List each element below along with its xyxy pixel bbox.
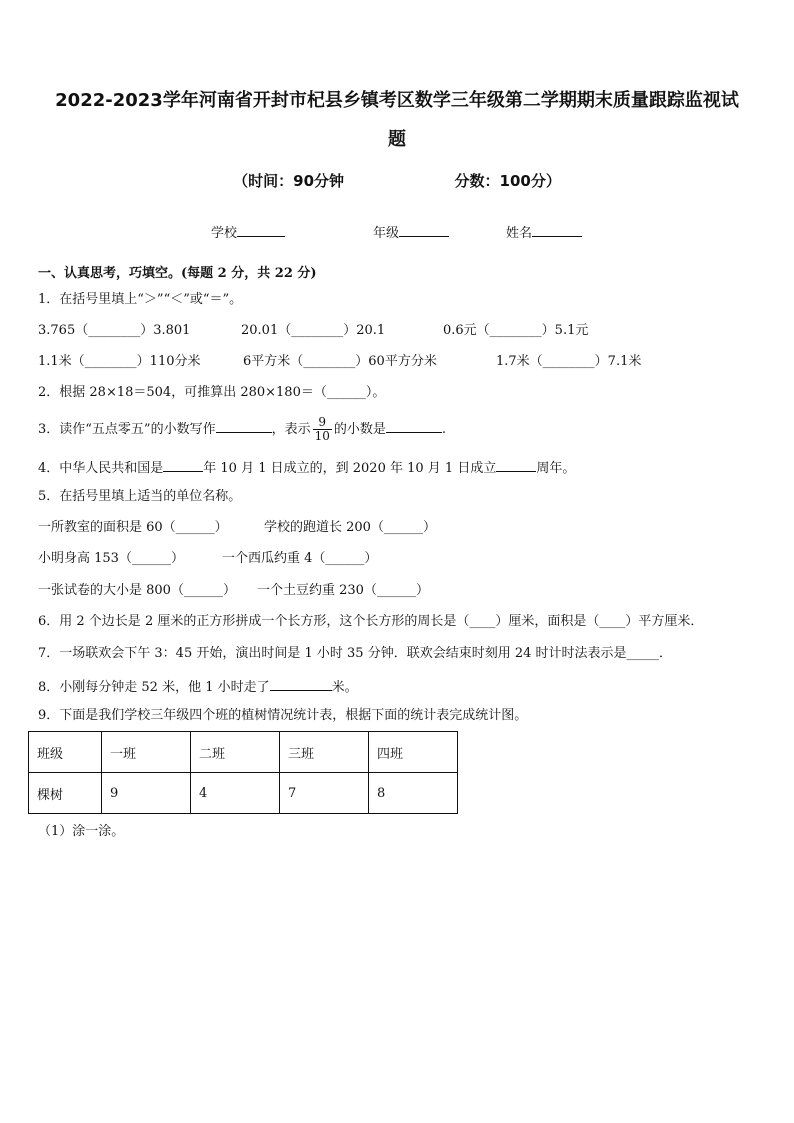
- table-cell: 9: [102, 773, 191, 814]
- school-label: 学校: [211, 226, 238, 241]
- table-cell: 一班: [102, 732, 191, 773]
- school-field[interactable]: [211, 222, 285, 241]
- fraction-numerator: 9: [313, 416, 332, 430]
- q4-blank-2[interactable]: [496, 457, 536, 472]
- q3-blank-2[interactable]: [386, 418, 442, 433]
- time-label: （时间：90分钟: [233, 172, 345, 190]
- q4-text: 4．中华人民共和国是: [38, 461, 164, 476]
- q8-text: 8．小刚每分钟走 52 米，他 1 小时走了: [38, 680, 270, 695]
- table-row: [29, 773, 458, 814]
- q1-item: 1.1米（________）110分米: [38, 354, 201, 369]
- q3-text: ，表示: [271, 422, 311, 437]
- exam-meta: [0, 170, 794, 191]
- q1-item: 0.6元（________）5.1元: [443, 323, 589, 338]
- q8-blank[interactable]: [270, 676, 332, 691]
- table-cell: 8: [369, 773, 458, 814]
- q8-text: 米。: [331, 680, 358, 695]
- q5-item: 一张试卷的大小是 800（______）: [38, 583, 236, 598]
- exam-title-line1: 2022-2023学年河南省开封市杞县乡镇考区数学三年级第二学期期末质量跟踪监视试: [55, 90, 739, 111]
- q7: 7．一场联欢会下午 3：45 开始，演出时间是 1 小时 35 分钟．联欢会结束时刻用 24 时计时法表示是_____．: [38, 646, 672, 661]
- q3-text: .: [441, 422, 447, 437]
- q8: [38, 676, 358, 697]
- q4: [38, 457, 575, 478]
- q1-item: 20.01（________）20.1: [241, 323, 386, 338]
- table-cell: 4: [191, 773, 280, 814]
- table-header-row: [29, 732, 458, 773]
- exam-title-line2: 题: [388, 129, 406, 150]
- fraction-9-10: [313, 416, 332, 443]
- fraction-denominator: 10: [314, 429, 330, 443]
- table-cell: 二班: [191, 732, 280, 773]
- q3-text: 3．读作“五点零五”的小数写作: [38, 422, 216, 437]
- q1-item: 3.765（________）3.801: [38, 323, 191, 338]
- table-cell: 7: [280, 773, 369, 814]
- q6: 6．用 2 个边长是 2 厘米的正方形拼成一个长方形，这个长方形的周长是（____）厘米，面积是（____）平方厘米．: [38, 614, 704, 629]
- q5-stem: 5．在括号里填上适当的单位名称。: [38, 489, 242, 504]
- q4-text: 周年。: [536, 461, 576, 476]
- q4-blank-1[interactable]: [163, 457, 203, 472]
- table-cell: 班级: [29, 732, 102, 773]
- q5-item: 学校的跑道长 200（______）: [264, 520, 436, 535]
- q3-blank-1[interactable]: [216, 418, 272, 433]
- q2: 2．根据 28×18＝504，可推算出 280×180＝（______）。: [38, 385, 386, 400]
- q5-item: 一个西瓜约重 4（______）: [222, 551, 378, 566]
- table-cell: 棵树: [29, 773, 102, 814]
- section-1-heading: 一、认真思考，巧填空。(每题 2 分，共 22 分): [38, 266, 317, 281]
- q1-stem: 1．在括号里填上“＞”“＜”或“＝”。: [38, 292, 243, 307]
- grade-field[interactable]: [373, 222, 449, 241]
- table-cell: 三班: [280, 732, 369, 773]
- q3: [38, 413, 446, 447]
- score-label: 分数：100分）: [454, 172, 561, 190]
- tree-planting-table: [28, 731, 458, 814]
- grade-label: 年级: [373, 226, 400, 241]
- q1-item: 1.7米（________）7.1米: [496, 354, 642, 369]
- q9-stem: 9．下面是我们学校三年级四个班的植树情况统计表，根据下面的统计表完成统计图。: [38, 708, 528, 723]
- q5-item: 一个土豆约重 230（______）: [257, 583, 429, 598]
- q5-item: 一所教室的面积是 60（______）: [38, 520, 228, 535]
- name-label: 姓名: [506, 226, 533, 241]
- q1-item: 6平方米（________）60平方分米: [243, 354, 437, 369]
- q5-item: 小明身高 153（______）: [38, 551, 184, 566]
- name-field[interactable]: [506, 222, 582, 241]
- q9-sub1: （1）涂一涂。: [38, 824, 125, 839]
- table-cell: 四班: [369, 732, 458, 773]
- q3-text: 的小数是: [333, 422, 386, 437]
- q4-text: 年 10 月 1 日成立的，到 2020 年 10 月 1 日成立: [203, 461, 497, 476]
